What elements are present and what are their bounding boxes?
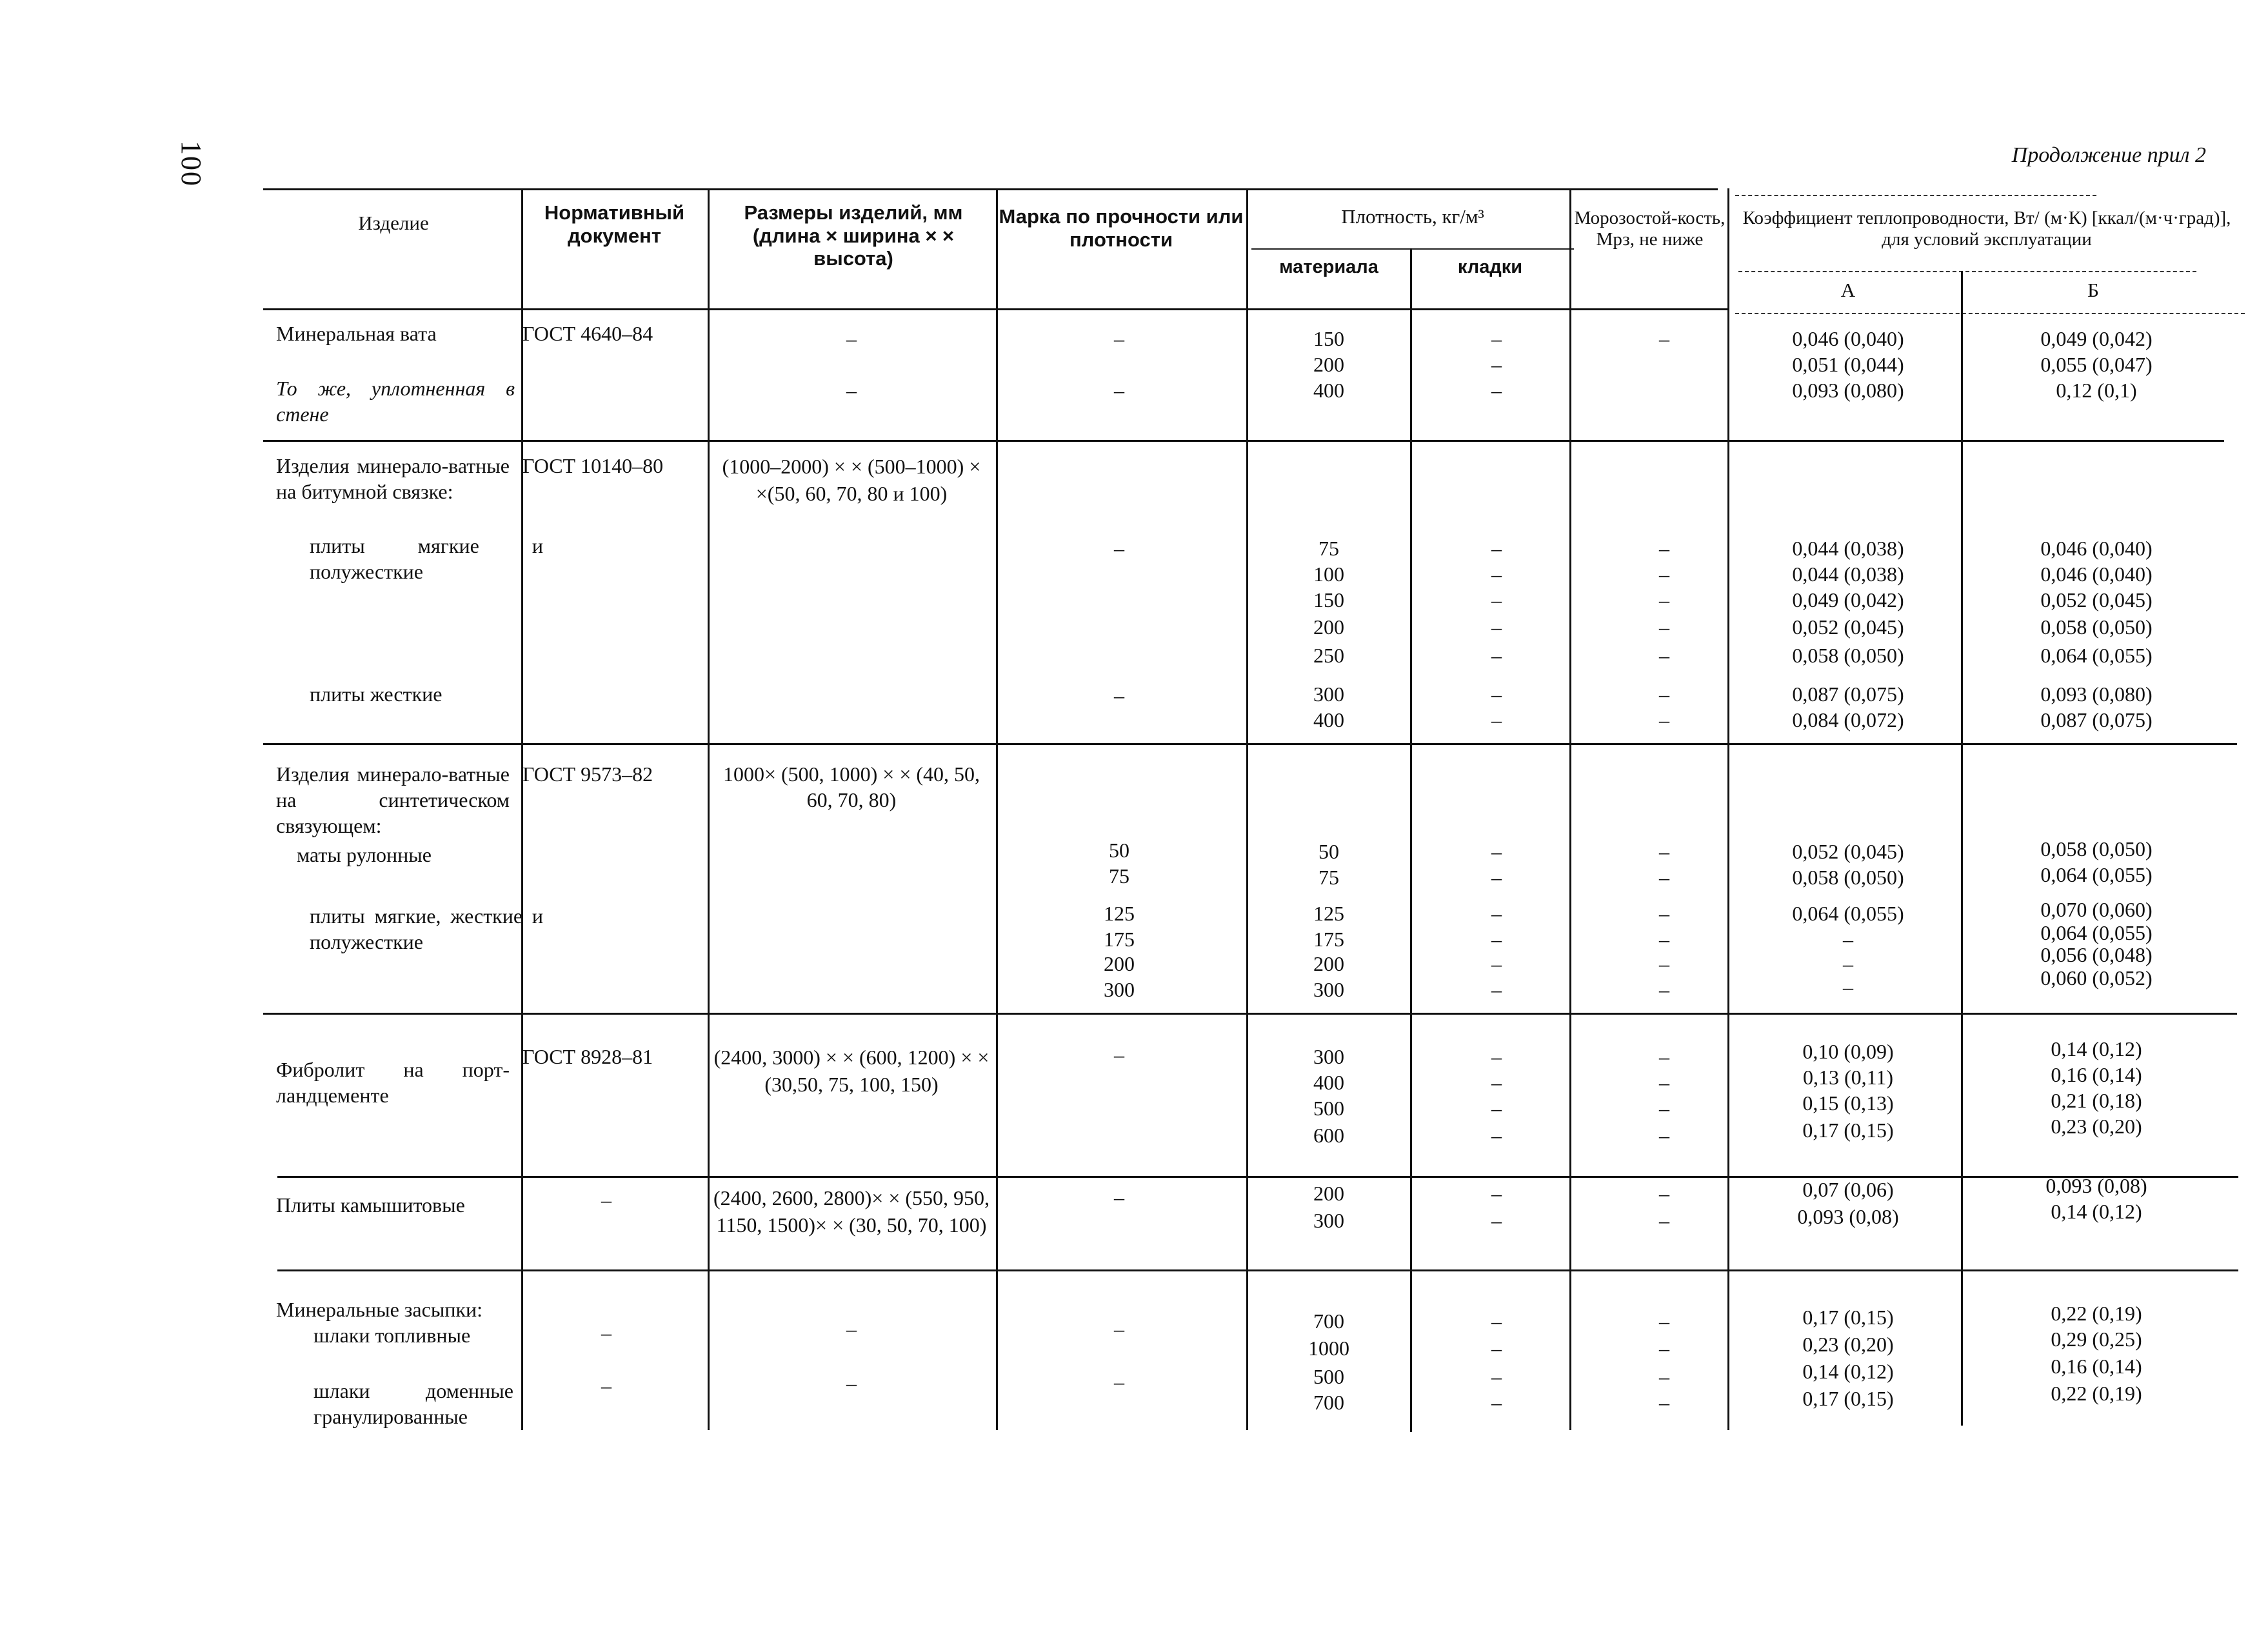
cond-a-value: 0,052 (0,045): [1792, 840, 1904, 863]
size: (2400, 2600, 2800)× × (550, 950, 1150, 1500)× × (30, 50, 70, 100): [713, 1186, 990, 1237]
cond-b-value: 0,055 (0,047): [2040, 353, 2153, 376]
frost: –: [1659, 1365, 1669, 1388]
cond-b-value: 0,29 (0,25): [2051, 1328, 2142, 1351]
cond-b-value: 0,22 (0,19): [2051, 1302, 2142, 1325]
header-frost: Морозостой-кость, Мрз, не ниже: [1574, 208, 1726, 250]
masonry-value: –: [1491, 537, 1502, 560]
density-value: 1000: [1308, 1337, 1349, 1360]
cond-a-value: 0,17 (0,15): [1802, 1306, 1894, 1329]
cond-a-value: 0,093 (0,080): [1792, 379, 1904, 402]
cond-b-value: 0,058 (0,050): [2040, 837, 2153, 861]
cond-a-value: 0,15 (0,13): [1802, 1091, 1894, 1115]
standard: –: [601, 1321, 612, 1344]
masonry-value: –: [1491, 1097, 1502, 1120]
density-value: 100: [1313, 562, 1344, 586]
header-cond-b: Б: [2087, 279, 2099, 301]
product-name: Плиты камышитовые: [276, 1193, 465, 1217]
cond-b-value: 0,16 (0,14): [2051, 1355, 2142, 1378]
frost: –: [1659, 866, 1669, 889]
cond-a-value: 0,052 (0,045): [1792, 615, 1904, 639]
masonry-value: –: [1491, 1071, 1502, 1094]
cond-a-value: 0,049 (0,042): [1792, 588, 1904, 612]
mark: 300: [1104, 978, 1135, 1001]
frost: –: [1659, 928, 1669, 951]
masonry-value: –: [1491, 1365, 1502, 1388]
standard: ГОСТ 8928–81: [522, 1045, 653, 1068]
product-subname: [276, 375, 515, 427]
header-density-masonry: кладки: [1457, 257, 1523, 277]
masonry-value: –: [1491, 353, 1502, 376]
frost: –: [1659, 327, 1669, 350]
frost: –: [1659, 1045, 1669, 1068]
cond-b-value: 0,093 (0,080): [2040, 682, 2153, 706]
density-value: 500: [1313, 1365, 1344, 1388]
frost: –: [1659, 1097, 1669, 1120]
cond-a-value: 0,064 (0,055): [1792, 902, 1904, 925]
header-dimensions: Размеры изделий, мм (длина × ширина × × высота): [744, 201, 963, 270]
cond-b-value: 0,14 (0,12): [2051, 1037, 2142, 1060]
density-value: 300: [1313, 978, 1344, 1001]
density-value: 400: [1313, 708, 1344, 731]
cond-a-value: 0,10 (0,09): [1802, 1040, 1894, 1063]
frost: –: [1659, 902, 1669, 925]
density-value: 300: [1313, 1045, 1344, 1068]
cond-b-value: 0,22 (0,19): [2051, 1382, 2142, 1405]
cond-a-value: 0,058 (0,050): [1792, 644, 1904, 667]
density-value: 175: [1313, 928, 1344, 951]
density-value: 125: [1313, 902, 1344, 925]
size: (2400, 3000) × × (600, 1200) × × (30,50, 75, 100, 150): [713, 1046, 990, 1096]
mark: –: [1114, 684, 1124, 707]
cond-a-value: 0,17 (0,15): [1802, 1119, 1894, 1142]
cond-b-value: 0,12 (0,1): [2056, 379, 2137, 402]
mark: –: [1114, 1370, 1124, 1393]
standard: –: [601, 1374, 612, 1397]
cond-b-value: 0,049 (0,042): [2040, 327, 2153, 350]
frost: –: [1659, 952, 1669, 975]
size: (1000–2000) × × (500–1000) × ×(50, 60, 70, 80 и 100): [722, 455, 981, 505]
cond-b-value: 0,064 (0,055): [2040, 863, 2153, 886]
product-name: Изделия минерало-ватные на синтетическом связующем:: [276, 762, 510, 837]
frost: –: [1659, 1309, 1669, 1333]
frost: –: [1659, 682, 1669, 706]
masonry-value: –: [1491, 928, 1502, 951]
density-value: 400: [1313, 1071, 1344, 1094]
density-value: 300: [1313, 1209, 1344, 1232]
cond-a-value: 0,23 (0,20): [1802, 1333, 1894, 1356]
masonry-value: –: [1491, 1124, 1502, 1147]
masonry-value: –: [1491, 902, 1502, 925]
mark: –: [1114, 1317, 1124, 1340]
frost: –: [1659, 615, 1669, 639]
header-cond-a: А: [1840, 279, 1856, 301]
density-value: 75: [1318, 537, 1339, 560]
masonry-value: –: [1491, 1182, 1502, 1205]
product-subname: плиты мягкие, жесткие и полужесткие: [310, 904, 543, 953]
masonry-value: –: [1491, 978, 1502, 1001]
frost: –: [1659, 588, 1669, 612]
cond-a-value: 0,087 (0,075): [1792, 682, 1904, 706]
masonry-value: –: [1491, 952, 1502, 975]
continuation-label: Продолжение прил 2: [2011, 143, 2206, 167]
cond-a-value: 0,044 (0,038): [1792, 562, 1904, 586]
masonry-value: –: [1491, 562, 1502, 586]
density-value: 200: [1313, 1182, 1344, 1205]
size: –: [846, 1371, 857, 1395]
frost: –: [1659, 537, 1669, 560]
header-standard: Нормативный документ: [544, 201, 685, 247]
frost: –: [1659, 1209, 1669, 1232]
masonry-value: –: [1491, 866, 1502, 889]
density-value: 50: [1318, 840, 1339, 863]
mark: –: [1114, 379, 1124, 402]
masonry-value: –: [1491, 379, 1502, 402]
masonry-value: –: [1491, 327, 1502, 350]
cond-a-value: 0,046 (0,040): [1792, 327, 1904, 350]
mark: 125: [1104, 902, 1135, 925]
mark: –: [1114, 537, 1124, 560]
cond-b-value: 0,16 (0,14): [2051, 1063, 2142, 1086]
frost: –: [1659, 562, 1669, 586]
cond-b-value: 0,064 (0,055): [2040, 644, 2153, 667]
density-value: 700: [1313, 1391, 1344, 1414]
size: –: [846, 327, 857, 350]
masonry-value: –: [1491, 682, 1502, 706]
product-subname: плиты жесткие: [310, 682, 443, 706]
header-product: Изделие: [358, 212, 429, 234]
density-value: 200: [1313, 952, 1344, 975]
cond-b-value: 0,14 (0,12): [2051, 1200, 2142, 1223]
mark: 75: [1109, 864, 1129, 888]
density-value: 150: [1313, 588, 1344, 612]
header-density-material: материала: [1279, 257, 1378, 277]
masonry-value: –: [1491, 840, 1502, 863]
product-subname: шлаки доменные гранулированные: [313, 1379, 513, 1428]
cond-b-value: 0,056 (0,048): [2040, 943, 2153, 966]
header-grade: Марка по прочности или плотности: [999, 205, 1244, 251]
density-value: 400: [1313, 379, 1344, 402]
product-name: Фибролит на порт-ландцементе: [276, 1058, 510, 1107]
cond-b-value: 0,21 (0,18): [2051, 1089, 2142, 1112]
frost: –: [1659, 708, 1669, 731]
product-subname-text: То же, уплотненная в стене: [276, 377, 515, 426]
cond-a-value: –: [1843, 952, 1853, 975]
frost: –: [1659, 1124, 1669, 1147]
masonry-value: –: [1491, 1337, 1502, 1360]
standard: ГОСТ 9573–82: [522, 762, 653, 786]
mark: –: [1114, 327, 1124, 350]
cond-b-value: 0,058 (0,050): [2040, 615, 2153, 639]
size: –: [846, 379, 857, 402]
cond-b-value: 0,052 (0,045): [2040, 588, 2153, 612]
masonry-value: –: [1491, 644, 1502, 667]
masonry-value: –: [1491, 1309, 1502, 1333]
frost: –: [1659, 1071, 1669, 1094]
masonry-value: –: [1491, 1209, 1502, 1232]
density-value: 150: [1313, 327, 1344, 350]
masonry-value: –: [1491, 708, 1502, 731]
standard: ГОСТ 10140–80: [522, 454, 664, 477]
product-name: Минеральные засыпки:: [276, 1298, 483, 1321]
frost: –: [1659, 644, 1669, 667]
masonry-value: –: [1491, 1045, 1502, 1068]
cond-a-value: 0,044 (0,038): [1792, 537, 1904, 560]
mark: 50: [1109, 839, 1129, 862]
product-name: Минеральная вата: [276, 322, 437, 345]
cond-a-value: 0,17 (0,15): [1802, 1387, 1894, 1410]
cond-a-value: 0,058 (0,050): [1792, 866, 1904, 889]
cond-a-value: 0,14 (0,12): [1802, 1360, 1894, 1383]
density-value: 700: [1313, 1309, 1344, 1333]
mark: 175: [1104, 928, 1135, 951]
density-value: 200: [1313, 615, 1344, 639]
header-conductivity: Коэффициент теплопроводности, Вт/ (м·К) [ккал/(м·ч·град)], для условий эксплуатации: [1742, 208, 2231, 250]
cond-a-value: 0,07 (0,06): [1802, 1178, 1894, 1201]
cond-a-value: –: [1843, 928, 1853, 951]
density-value: 600: [1313, 1124, 1344, 1147]
product-subname: маты рулонные: [297, 843, 432, 866]
density-value: 75: [1318, 866, 1339, 889]
product-subname: плиты мягкие и полужесткие: [310, 534, 543, 583]
mark: 200: [1104, 952, 1135, 975]
masonry-value: –: [1491, 615, 1502, 639]
frost: –: [1659, 840, 1669, 863]
cond-a-value: 0,051 (0,044): [1792, 353, 1904, 376]
page-number: 100: [175, 141, 207, 187]
size: –: [846, 1317, 857, 1340]
standard: ГОСТ 4640–84: [522, 322, 653, 345]
frost: –: [1659, 978, 1669, 1001]
size: 1000× (500, 1000) × × (40, 50, 60, 70, 80): [722, 762, 980, 811]
cond-b-value: 0,064 (0,055): [2040, 921, 2153, 944]
product-subname: шлаки топливные: [313, 1324, 471, 1347]
frost: –: [1659, 1337, 1669, 1360]
cond-b-value: 0,060 (0,052): [2040, 966, 2153, 990]
cond-b-value: 0,23 (0,20): [2051, 1115, 2142, 1138]
header-density: Плотность, кг/м³: [1341, 205, 1484, 228]
cond-a-value: 0,084 (0,072): [1792, 708, 1904, 731]
cond-b-value: 0,070 (0,060): [2040, 898, 2153, 921]
cond-a-value: –: [1843, 975, 1853, 999]
cond-b-value: 0,046 (0,040): [2040, 562, 2153, 586]
standard: –: [601, 1188, 612, 1211]
cond-b-value: 0,093 (0,08): [2045, 1174, 2147, 1197]
cond-b-value: 0,046 (0,040): [2040, 537, 2153, 560]
masonry-value: –: [1491, 1391, 1502, 1414]
frost: –: [1659, 1182, 1669, 1205]
density-value: 300: [1313, 682, 1344, 706]
density-value: 500: [1313, 1097, 1344, 1120]
density-value: 200: [1313, 353, 1344, 376]
masonry-value: –: [1491, 588, 1502, 612]
cond-a-value: 0,093 (0,08): [1797, 1205, 1899, 1228]
mark: –: [1114, 1186, 1124, 1209]
product-name: Изделия минерало-ватные на битумной связке:: [276, 454, 510, 503]
cond-a-value: 0,13 (0,11): [1802, 1066, 1894, 1089]
frost: –: [1659, 1391, 1669, 1414]
cond-b-value: 0,087 (0,075): [2040, 708, 2153, 731]
mark: –: [1114, 1043, 1124, 1066]
density-value: 250: [1313, 644, 1344, 667]
